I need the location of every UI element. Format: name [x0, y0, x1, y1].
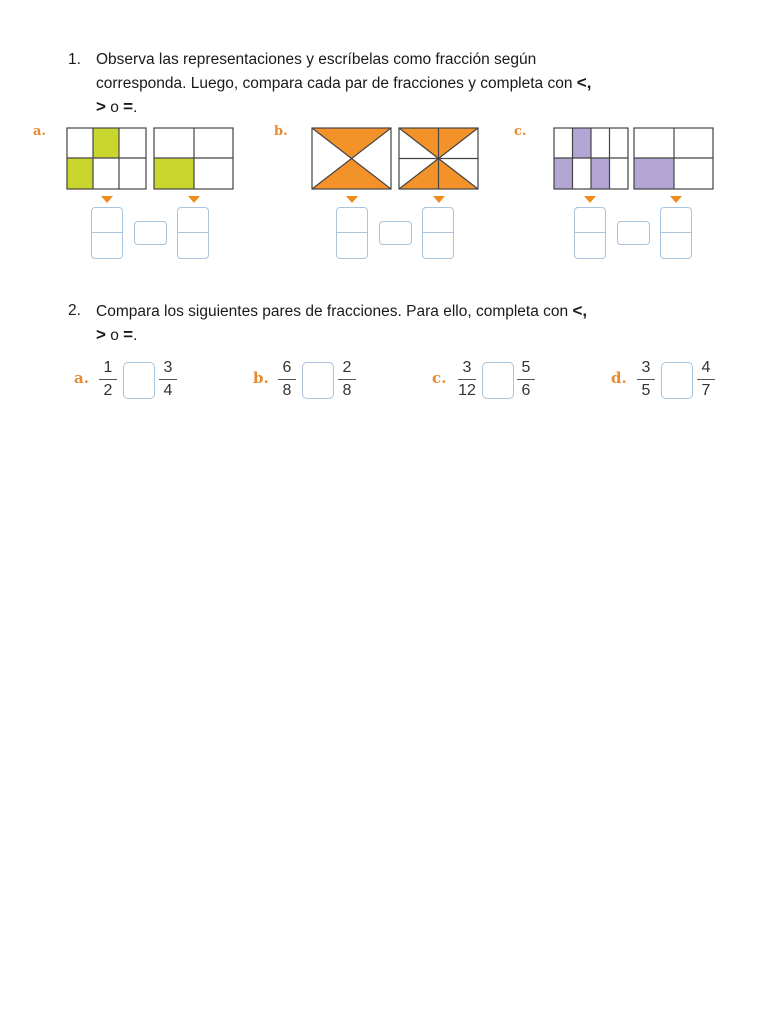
symbol-less-than: <, [572, 301, 588, 320]
symbol-greater-than: > [96, 97, 106, 116]
comparison-answer-box[interactable] [134, 221, 167, 245]
period: . [133, 99, 138, 116]
symbol-less-than: <, [576, 73, 592, 92]
fraction-right: 2 8 [334, 358, 360, 401]
question-text-line1: Compara los siguientes pares de fracciones. Para ello, completa con [96, 303, 569, 320]
comparison-answer-box[interactable] [617, 221, 650, 245]
arrow-down-icon [433, 196, 445, 203]
fraction-left: 1 2 [95, 358, 121, 401]
comparison-answer-box[interactable] [661, 362, 693, 399]
fraction-right: 5 6 [513, 358, 539, 401]
figure-b-left [311, 127, 393, 190]
word-or: o [105, 327, 124, 344]
period: . [133, 327, 138, 344]
shaded-cell [154, 158, 194, 189]
question-text-line1: Observa las representaciones y escríbelas como fracción según [96, 51, 537, 68]
symbol-equal: = [123, 325, 134, 344]
question-text-line2: corresponda. Luego, compara cada par de fracciones y completa con [96, 75, 573, 92]
question-text [96, 299, 728, 347]
figure-a-left [66, 127, 148, 190]
fraction-left: 3 5 [633, 358, 659, 401]
word-or: o [105, 99, 124, 116]
arrow-down-icon [584, 196, 596, 203]
symbol-greater-than: > [96, 325, 106, 344]
comparison-answer-box[interactable] [379, 221, 412, 245]
arrow-down-icon [670, 196, 682, 203]
fraction-left: 3 12 [458, 359, 476, 399]
pair-label-a: a. [74, 369, 89, 387]
shaded-cell [67, 158, 93, 189]
question-1 [68, 48, 728, 119]
shaded-cell [93, 128, 119, 158]
item-label-c: c. [514, 124, 527, 139]
fraction-right: 4 7 [693, 358, 719, 401]
comparison-answer-box[interactable] [302, 362, 334, 399]
fraction-answer-box[interactable] [574, 207, 606, 259]
comparison-answer-box[interactable] [123, 362, 155, 399]
symbol-equal: = [123, 97, 134, 116]
figure-a-right [153, 127, 235, 190]
fraction-answer-box[interactable] [336, 207, 368, 259]
pair-label-d: d. [611, 369, 627, 387]
arrow-down-icon [101, 196, 113, 203]
fraction-answer-box[interactable] [422, 207, 454, 259]
item-label-b: b. [274, 124, 288, 139]
figure-b-right [398, 127, 480, 190]
pair-label-c: c. [432, 369, 447, 387]
figure-c-left [553, 127, 629, 190]
question-2 [68, 299, 728, 347]
figure-c-right [633, 127, 715, 190]
fraction-left: 6 8 [274, 358, 300, 401]
fraction-answer-box[interactable] [660, 207, 692, 259]
fraction-answer-box[interactable] [91, 207, 123, 259]
arrow-down-icon [188, 196, 200, 203]
question-number: 1. [68, 51, 81, 68]
fraction-answer-box[interactable] [177, 207, 209, 259]
comparison-answer-box[interactable] [482, 362, 514, 399]
pair-label-b: b. [253, 369, 269, 387]
question-number: 2. [68, 302, 81, 319]
question-text [96, 48, 728, 119]
item-label-a: a. [33, 124, 46, 139]
arrow-down-icon [346, 196, 358, 203]
fraction-right: 3 4 [155, 358, 181, 401]
